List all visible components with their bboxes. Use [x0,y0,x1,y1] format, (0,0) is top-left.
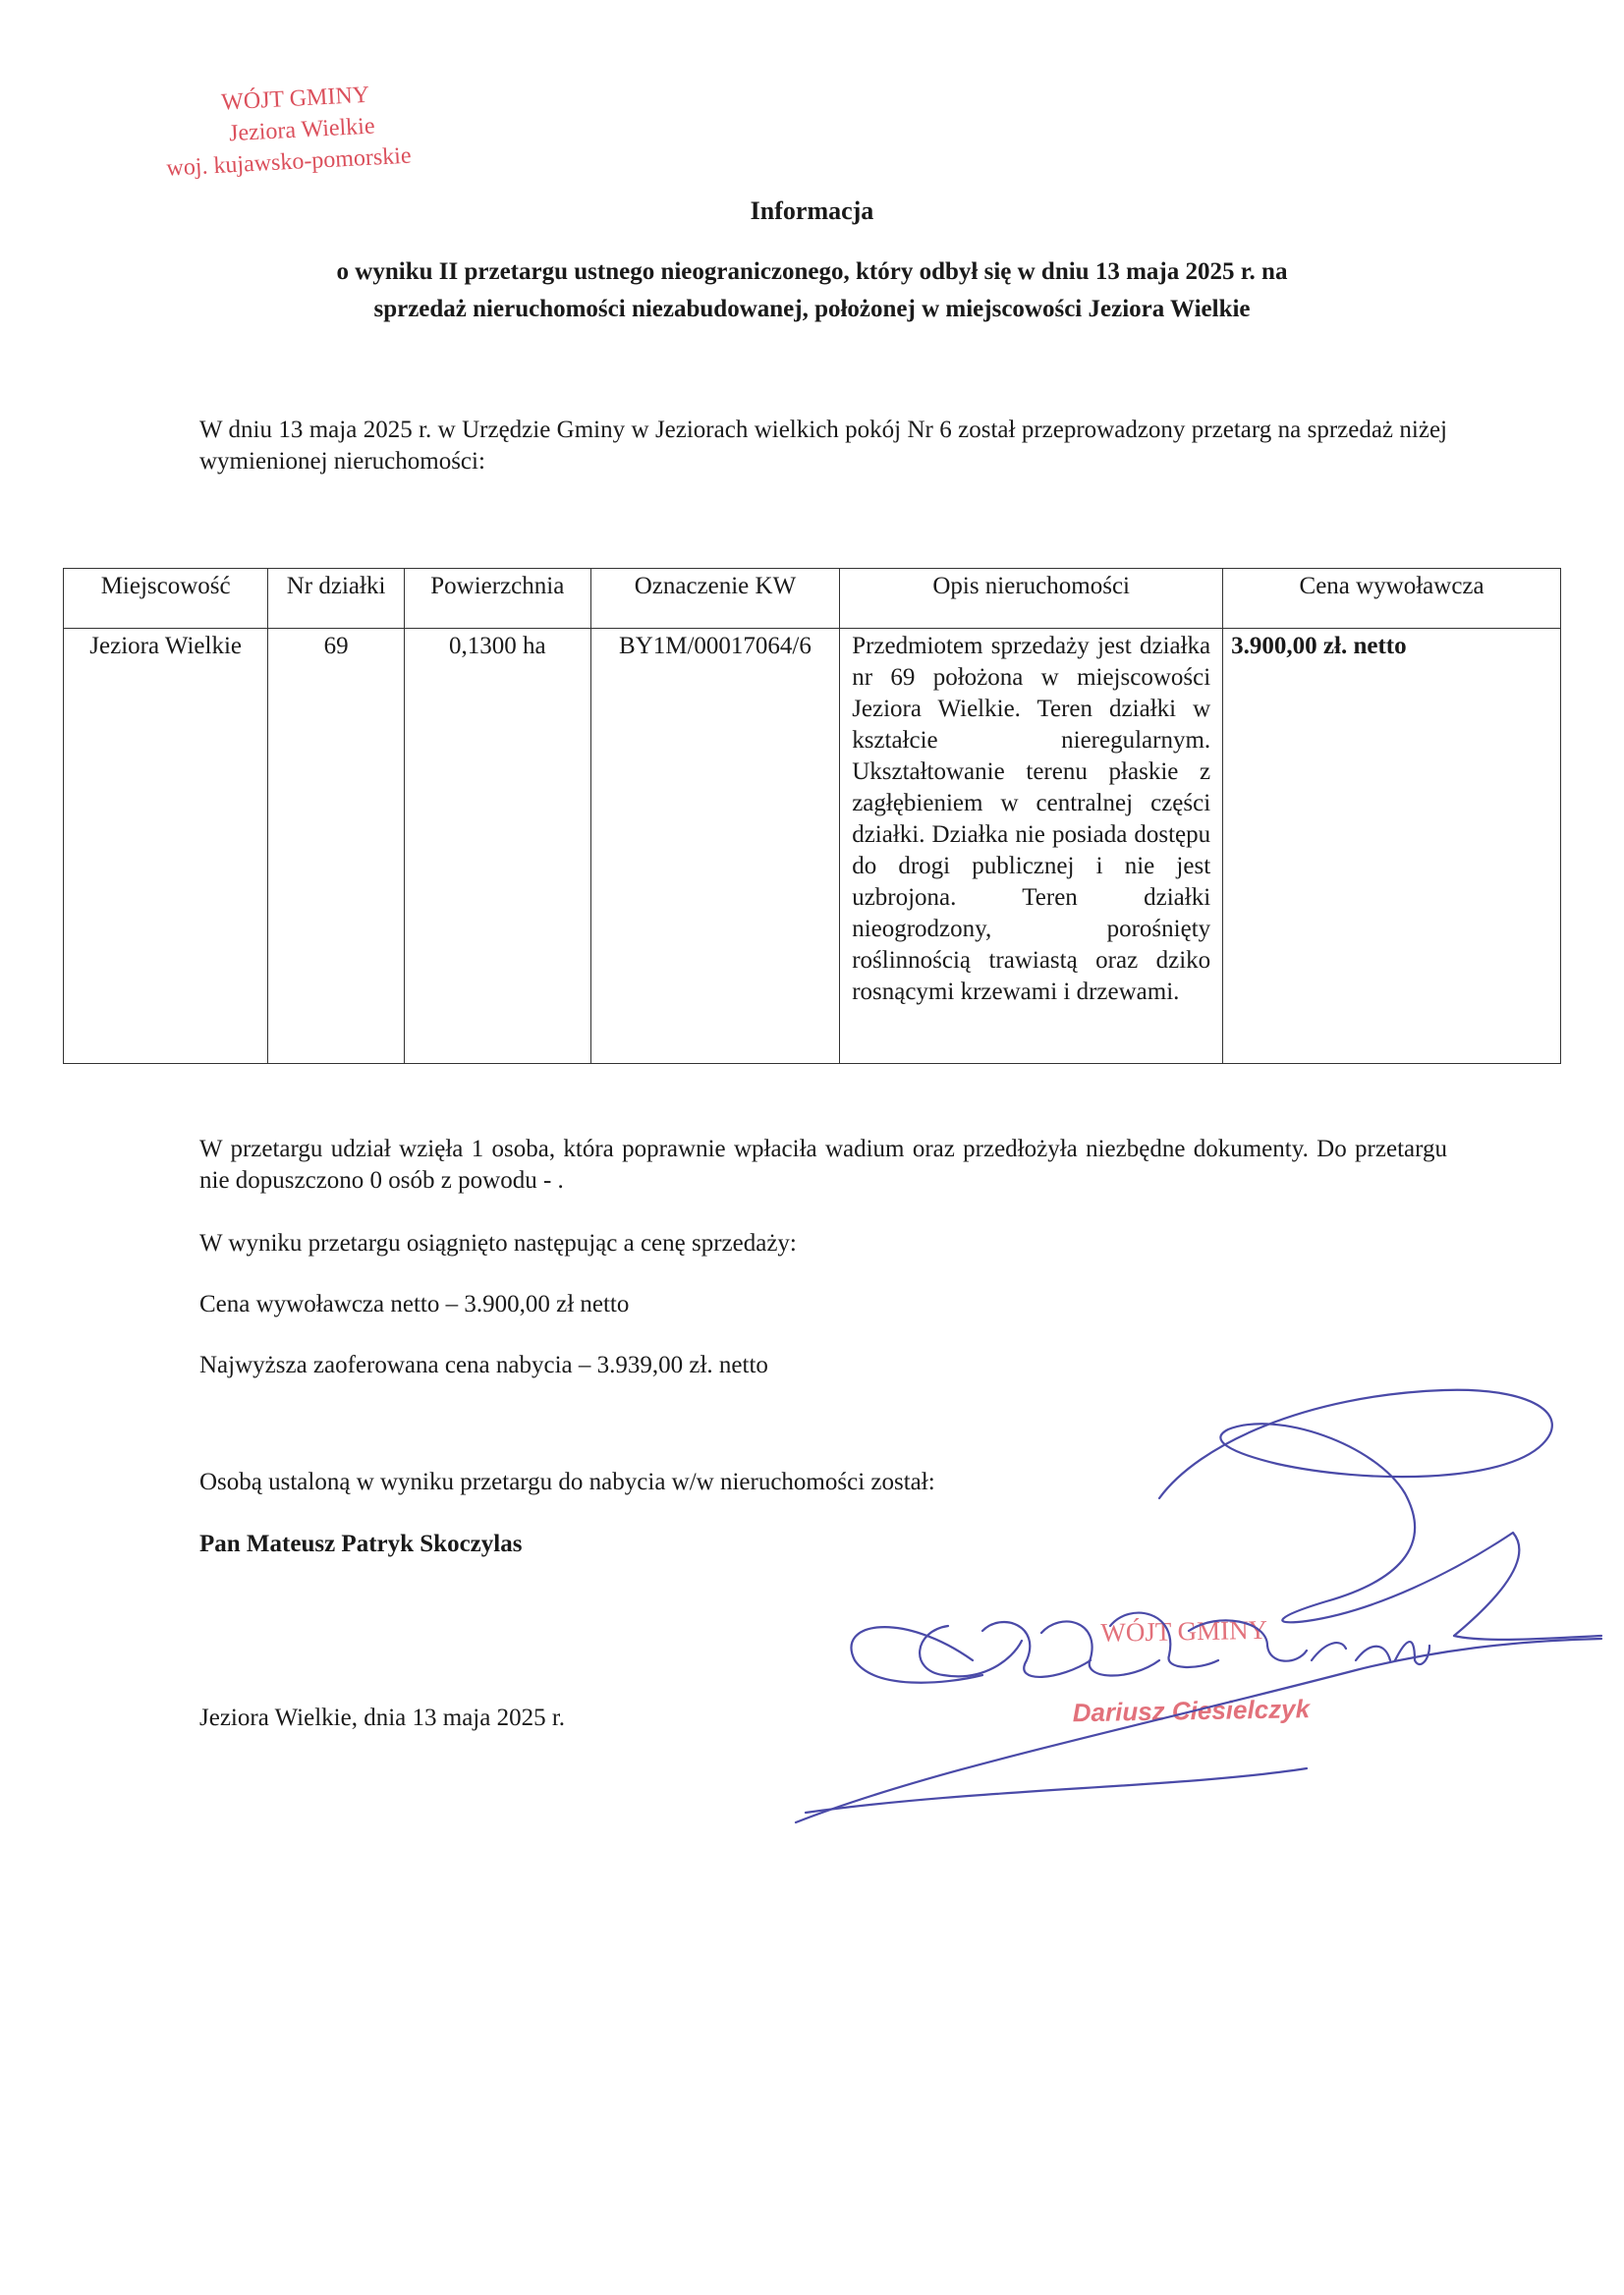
official-stamp-bottom [1072,1613,1311,1728]
cell-area: 0,1300 ha [404,629,590,1064]
office-stamp-top [157,74,476,185]
intro-paragraph: W dniu 13 maja 2025 r. w Urzędzie Gminy w Jeziorach wielkich pokój Nr 6 został przeprowadzony przetarg na sprzedaż niżej wymienionej nieruchomości: [199,417,1447,475]
document-subtitle [0,253,1624,328]
property-table [63,568,1561,1064]
subtitle-line-1: o wyniku II przetargu ustnego nieograniczonego, który odbył się w dniu 13 maja 2025 r. na [336,258,1288,285]
place-and-date: Jeziora Wielkie, dnia 13 maja 2025 r. [199,1705,566,1731]
stamp-name: Dariusz Ciesielczyk [1072,1694,1311,1728]
buyer-name: Pan Mateusz Patryk Skoczylas [199,1531,523,1557]
subtitle-line-2: sprzedaż nieruchomości niezabudowanej, położonej w miejscowości Jeziora Wielkie [373,296,1251,322]
cell-starting-price: 3.900,00 zł. netto [1223,629,1561,1064]
stamp-role: WÓJT GMINY [1100,1614,1268,1648]
result-paragraph: W wyniku przetargu osiągnięto następując a cenę sprzedaży: [199,1230,797,1257]
participants-paragraph: W przetargu udział wzięła 1 osoba, która poprawnie wpłaciła wadium oraz przedłożyła niezbędne dokumenty. Do przetargu nie dopuszczono 0 osób z powodu - . [199,1136,1447,1194]
document-title: Informacja [750,196,874,225]
cell-description: Przedmiotem sprzedaży jest działka nr 69 położona w miejscowości Jeziora Wielkie. Teren działki w kształcie nieregularnym. Ukształtowanie terenu płaskie z zagłębieniem w centralnej części działki. Działka nie posiada dostępu do drogi publicznej i nie jest uzbrojona. Teren działki nieogrodzony, porośnięty roślinnością trawiastą oraz dziko rosnącymi krzewami i drzewami. [840,629,1223,1064]
header-location: Miejscowość [64,569,268,629]
cell-location: Jeziora Wielkie [64,629,268,1064]
header-land-register: Oznaczenie KW [590,569,839,629]
stamp-top-line-1: WÓJT GMINY [220,82,370,116]
stamp-top-line-2: Jeziora Wielkie [228,113,376,147]
stamp-top-line-3: woj. kujawsko-pomorskie [165,142,413,182]
header-area: Powierzchnia [404,569,590,629]
starting-price-line: Cena wywoławcza netto – 3.900,00 zł netto [199,1291,630,1317]
table-row [64,629,1561,1064]
table-header-row [64,569,1561,629]
cell-plot-number: 69 [268,629,405,1064]
header-starting-price: Cena wywoławcza [1223,569,1561,629]
header-description: Opis nieruchomości [840,569,1223,629]
cell-land-register: BY1M/00017064/6 [590,629,839,1064]
highest-price-line: Najwyższa zaoferowana cena nabycia – 3.939,00 zł. netto [199,1352,768,1378]
header-plot-number: Nr działki [268,569,405,629]
buyer-label: Osobą ustaloną w wyniku przetargu do nabycia w/w nieruchomości został: [199,1469,935,1495]
